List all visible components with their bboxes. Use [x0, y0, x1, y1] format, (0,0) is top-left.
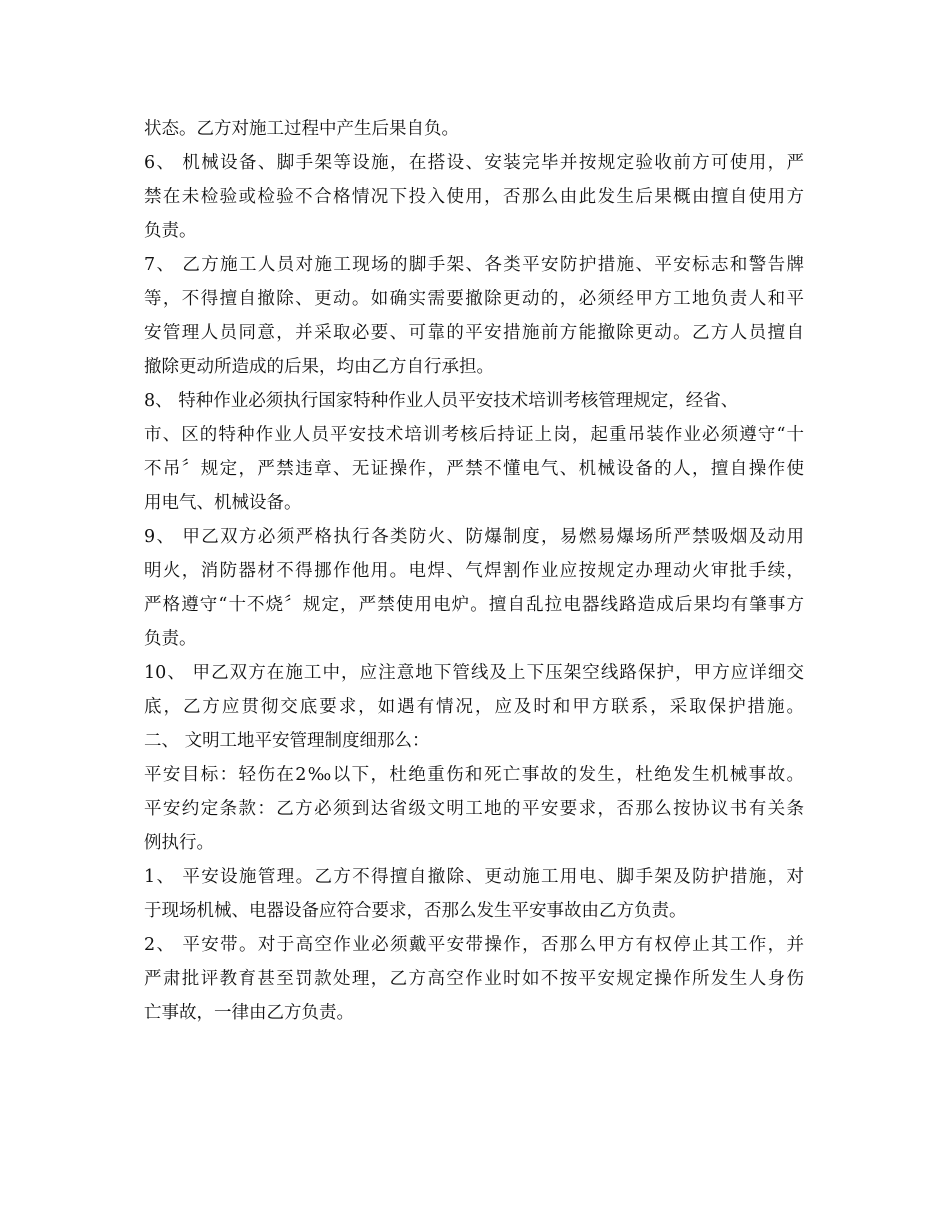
text-line: 撤除更动所造成的后果，均由乙方自行承担。: [144, 357, 494, 377]
text-line: 禁在未检验或检验不合格情况下投入使用，否那么由此发生后果概由擅自使用方: [144, 187, 804, 207]
text-line: 6、 机械设备、脚手架等设施，在搭设、安装完毕并按规定验收前方可使用，严: [144, 153, 804, 173]
text-line: 2、 平安带。对于高空作业必须戴平安带操作，否那么甲方有权停止其工作，并: [144, 935, 804, 955]
text-line: 等，不得擅自撤除、更动。如确实需要撤除更动的，必须经甲方工地负责人和平: [144, 289, 804, 309]
text-line: 于现场机械、电器设备应符合要求，否那么发生平安事故由乙方负责。: [144, 901, 687, 921]
text-line: 9、 甲乙双方必须严格执行各类防火、防爆制度，易燃易爆场所严禁吸烟及动用: [144, 527, 804, 547]
text-line: 亡事故，一律由乙方负责。: [144, 1003, 354, 1023]
text-line: 例执行。: [144, 833, 214, 853]
text-line: 市、区的特种作业人员平安技术培训考核后持证上岗，起重吊装作业必须遵守“十: [144, 425, 804, 445]
text-line: 状态。乙方对施工过程中产生后果自负。: [144, 119, 459, 139]
text-line: 1、 平安设施管理。乙方不得擅自撤除、更动施工用电、脚手架及防护措施，对: [144, 867, 804, 887]
text-line: 7、 乙方施工人员对施工现场的脚手架、各类平安防护措施、平安标志和警告牌: [144, 255, 804, 275]
text-line: 明火，消防器材不得挪作他用。电焊、气焊割作业应按规定办理动火审批手续，: [144, 561, 804, 581]
text-line: 不吊〞规定，严禁违章、无证操作，严禁不懂电气、机械设备的人，擅自操作使: [144, 459, 804, 479]
text-line: 10、 甲乙双方在施工中，应注意地下管线及上下压架空线路保护，甲方应详细交: [144, 663, 804, 683]
text-line: 底，乙方应贯彻交底要求，如遇有情况，应及时和甲方联系，采取保护措施。: [144, 697, 804, 717]
text-line: 负责。: [144, 221, 197, 241]
text-line: 严肃批评教育甚至罚款处理，乙方高空作业时如不按平安规定操作所发生人身伤: [144, 969, 804, 989]
text-line: 安管理人员同意，并采取必要、可靠的平安措施前方能撤除更动。乙方人员擅自: [144, 323, 804, 343]
text-line: 平安目标：轻伤在2‰以下，杜绝重伤和死亡事故的发生，杜绝发生机械事故。: [144, 765, 804, 785]
document-body: [144, 112, 804, 1030]
text-line: 8、 特种作业必须执行国家特种作业人员平安技术培训考核管理规定，经省、: [144, 391, 739, 411]
text-line: 平安约定条款：乙方必须到达省级文明工地的平安要求，否那么按协议书有关条: [144, 799, 804, 819]
text-line: 严格遵守“十不烧〞规定，严禁使用电炉。擅自乱拉电器线路造成后果均有肇事方: [144, 595, 804, 615]
text-line: 用电气、机械设备。: [144, 493, 302, 513]
section-heading: 二、 文明工地平安管理制度细那么：: [144, 731, 430, 751]
text-line: 负责。: [144, 629, 197, 649]
